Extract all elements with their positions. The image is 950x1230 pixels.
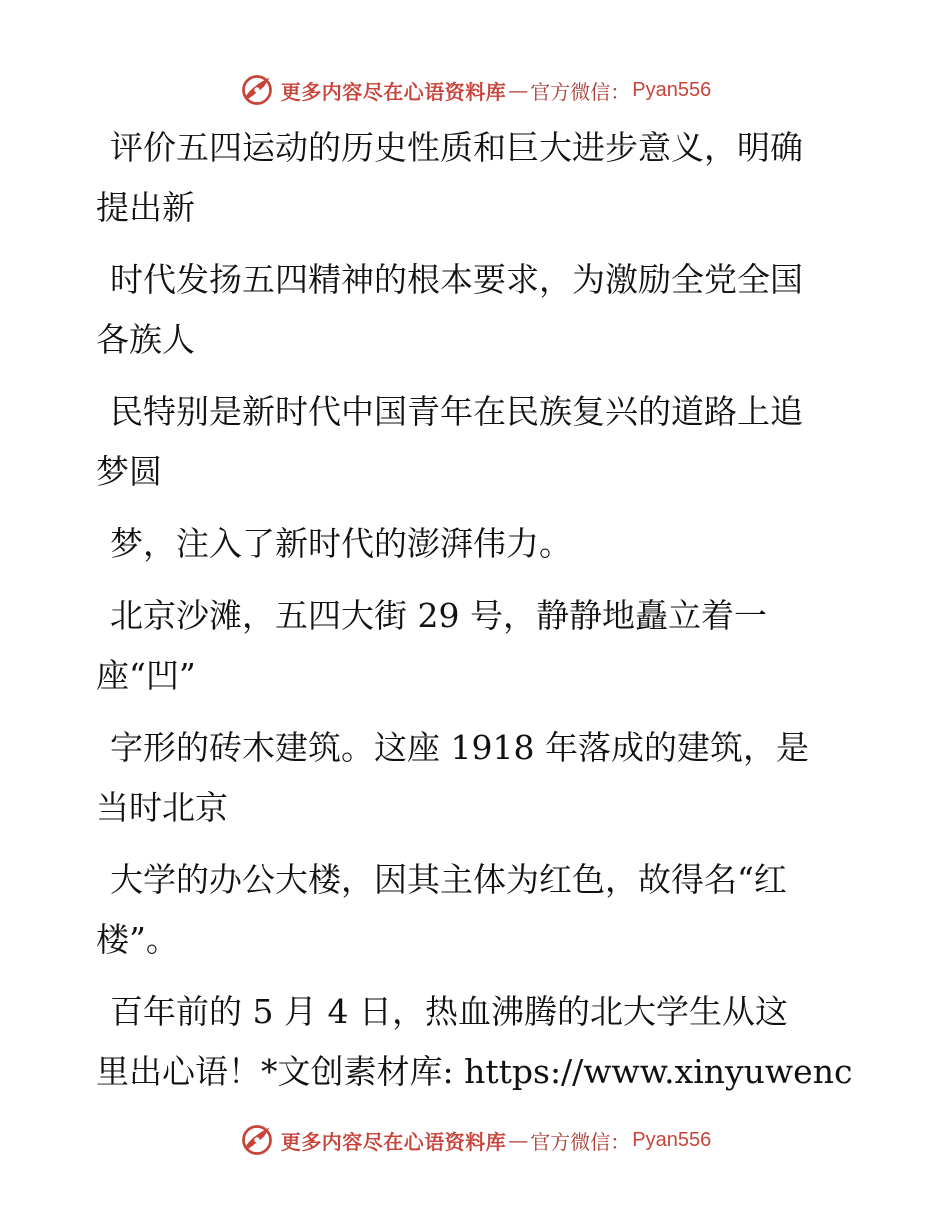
text-line: 大学的办公大楼，因其主体为红色，故得名“红 xyxy=(110,860,787,899)
text-line: 各族人 xyxy=(96,320,195,359)
text-line: 提出新 xyxy=(96,188,195,227)
banner-wechat-id: Pyan556 xyxy=(632,1128,712,1151)
banner-separator: — xyxy=(508,1128,529,1152)
text-line: 民特别是新时代中国青年在民族复兴的道路上追 xyxy=(110,392,803,431)
text-line: 楼”。 xyxy=(96,920,179,959)
header-banner xyxy=(0,70,950,110)
banner-title: 更多内容尽在心语资料库 xyxy=(280,1129,507,1154)
text-line: 评价五四运动的历史性质和巨大进步意义，明确 xyxy=(110,128,803,167)
text-line: 当时北京 xyxy=(96,788,228,827)
text-line: 座“凹” xyxy=(96,656,196,695)
text-line: 字形的砖木建筑。这座 1918 年落成的建筑，是 xyxy=(110,728,809,767)
text-line: 百年前的 5 月 4 日，热血沸腾的北大学生从这 xyxy=(110,992,788,1031)
banner-wechat-id: Pyan556 xyxy=(632,78,712,101)
pen-logo-icon xyxy=(239,72,275,108)
banner-separator: — xyxy=(508,78,529,102)
banner-title: 更多内容尽在心语资料库 xyxy=(280,79,507,104)
text-line: 北京沙滩，五四大街 29 号，静静地矗立着一 xyxy=(110,596,767,635)
text-line: 里出心语！*文创素材库: https://www.xinyuwenc xyxy=(96,1052,853,1091)
footer-banner xyxy=(0,1120,950,1160)
banner-wechat-label: 官方微信： xyxy=(530,79,631,104)
pen-logo-icon xyxy=(239,1122,275,1158)
text-line: 梦圆 xyxy=(96,452,162,491)
text-line: 时代发扬五四精神的根本要求，为激励全党全国 xyxy=(110,260,803,299)
body-text xyxy=(96,118,856,1102)
text-line: 梦，注入了新时代的澎湃伟力。 xyxy=(110,524,572,563)
banner-wechat-label: 官方微信： xyxy=(530,1129,631,1154)
